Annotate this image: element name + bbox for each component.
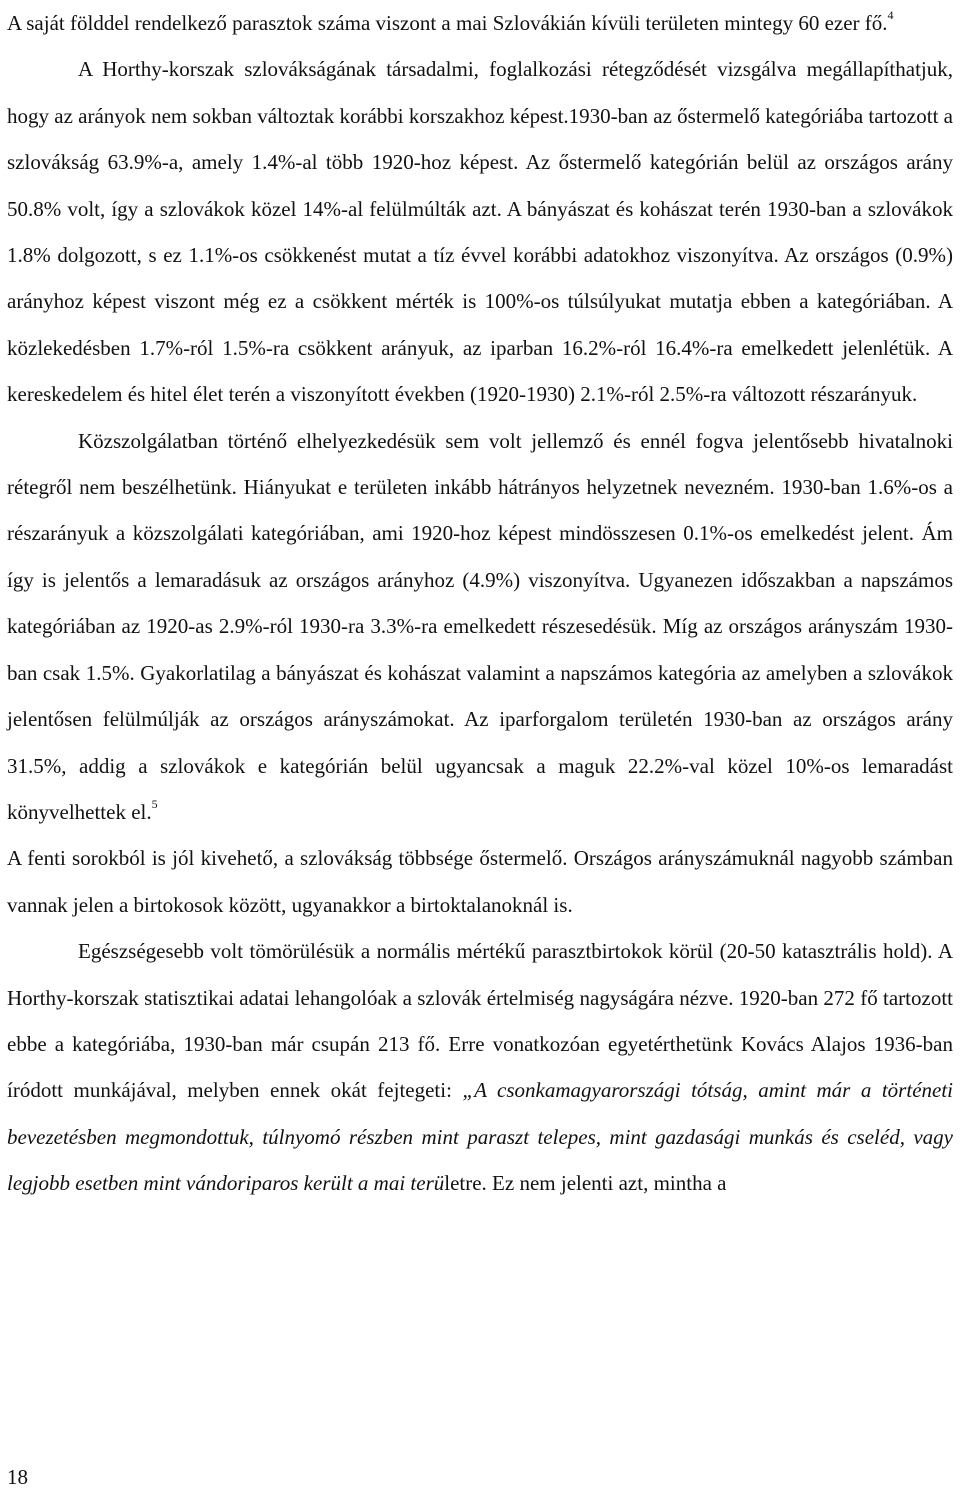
footnote-ref: 4	[887, 8, 894, 22]
body-text: A saját földdel rendelkező parasztok száma viszont a mai Szlovákián kívüli területen mintegy 60 ezer fő.	[7, 11, 888, 35]
footnote-ref: 5	[151, 796, 158, 811]
para-majority-farmers	[7, 835, 953, 928]
document-page	[7, 0, 953, 1502]
page-number: 18	[7, 1465, 28, 1489]
body-text: A fenti sorokból is jól kivehető, a szlovákság többsége őstermelő. Országos arányszámuknál nagyobb számban vannak jelen a birtokosok között, ugyanakkor a birtoktalanoknál is.	[7, 846, 953, 917]
para-healthy-concentration	[7, 928, 953, 1206]
body-text: letre. Ez nem jelenti azt, mintha a	[444, 1171, 727, 1196]
para-landowning-peasants	[7, 0, 953, 46]
para-horthy-social-stratification	[7, 46, 953, 417]
body-text: Közszolgálatban történő elhelyezkedésük sem volt jellemző és ennél fogva jelentősebb hivatalnoki rétegről nem beszélhetünk. Hiányukat e területen inkább hátrányos helyzetnek nevezném. 1930-ban 1.6%-os a részarányuk a közszolgálati kategóriában, ami 1920-hoz képest mindösszesen 0.1%-os emelkedést jelent. Ám így is jelentős a lemaradásuk az országos arányhoz (4.9%) viszonyítva. Ugyanezen időszakban a napszámos kategóriában az 1920-as 2.9%-ról 1930-ra 3.3%-ra emelkedett részesedésük. Míg az országos arányszám 1930-ban csak 1.5%. Gyakorlatilag a bányászat és kohászat valamint a napszámos kategória az amelyben a szlovákok jelentősen felülmúlják az országos arányszámokat. Az iparforgalom területén 1930-ban az országos arány 31.5%, addig a szlovákok e kategórián belül ugyancsak a maguk 22.2%-val közel 10%-os lemaradást könyvelhettek el.	[7, 428, 953, 824]
para-public-service	[7, 418, 953, 836]
body-text: Egészségesebb volt tömörülésük a normális mértékű parasztbirtokok körül (20-50 katasztrális hold). A Horthy-korszak statisztikai adatai lehangolóak a szlovák értelmiség nagyságára nézve. 1920-ban 272 fő tartozott ebbe a kategóriába, 1930-ban már csupán 213 fő. Erre vonatkozóan egyetérthetünk Kovács Alajos 1936-ban íródott munkájával, melyben ennek okát fejtegeti:	[7, 939, 953, 1103]
body-text: A Horthy-korszak szlovákságának társadalmi, foglalkozási rétegződését vizsgálva megállapíthatjuk, hogy az arányok nem sokban változtak korábbi korszakhoz képest.1930-ban az őstermelő kategóriába tartozott a szlovákság 63.9%-a, amely 1.4%-al több 1920-hoz képest. Az őstermelő kategórián belül az országos arány 50.8% volt, így a szlovákok közel 14%-al felülmúlták azt. A bányászat és kohászat terén 1930-ban a szlovákok 1.8% dolgozott, s ez 1.1%-os csökkenést mutat a tíz évvel korábbi adatokhoz viszonyítva. Az országos (0.9%) arányhoz képest viszont még ez a csökkent mérték is 100%-os túlsúlyukat mutatja ebben a kategóriában. A közlekedésben 1.7%-ról 1.5%-ra csökkent arányuk, az iparban 16.2%-ról 16.4%-ra emelkedett jelenlétük. A kereskedelem és hitel élet terén a viszonyított években (1920-1930) 2.1%-ról 2.5%-ra változott részarányuk.	[7, 57, 953, 407]
quotation-text: „A csonkamagyarországi tótság, amint már a történeti bevezetésben megmondottuk, túlnyomó részben mint paraszt telepes, mint gazdasági munkás és cseléd, vagy legjobb esetben mint vándoriparos került a mai terü	[7, 1078, 954, 1196]
